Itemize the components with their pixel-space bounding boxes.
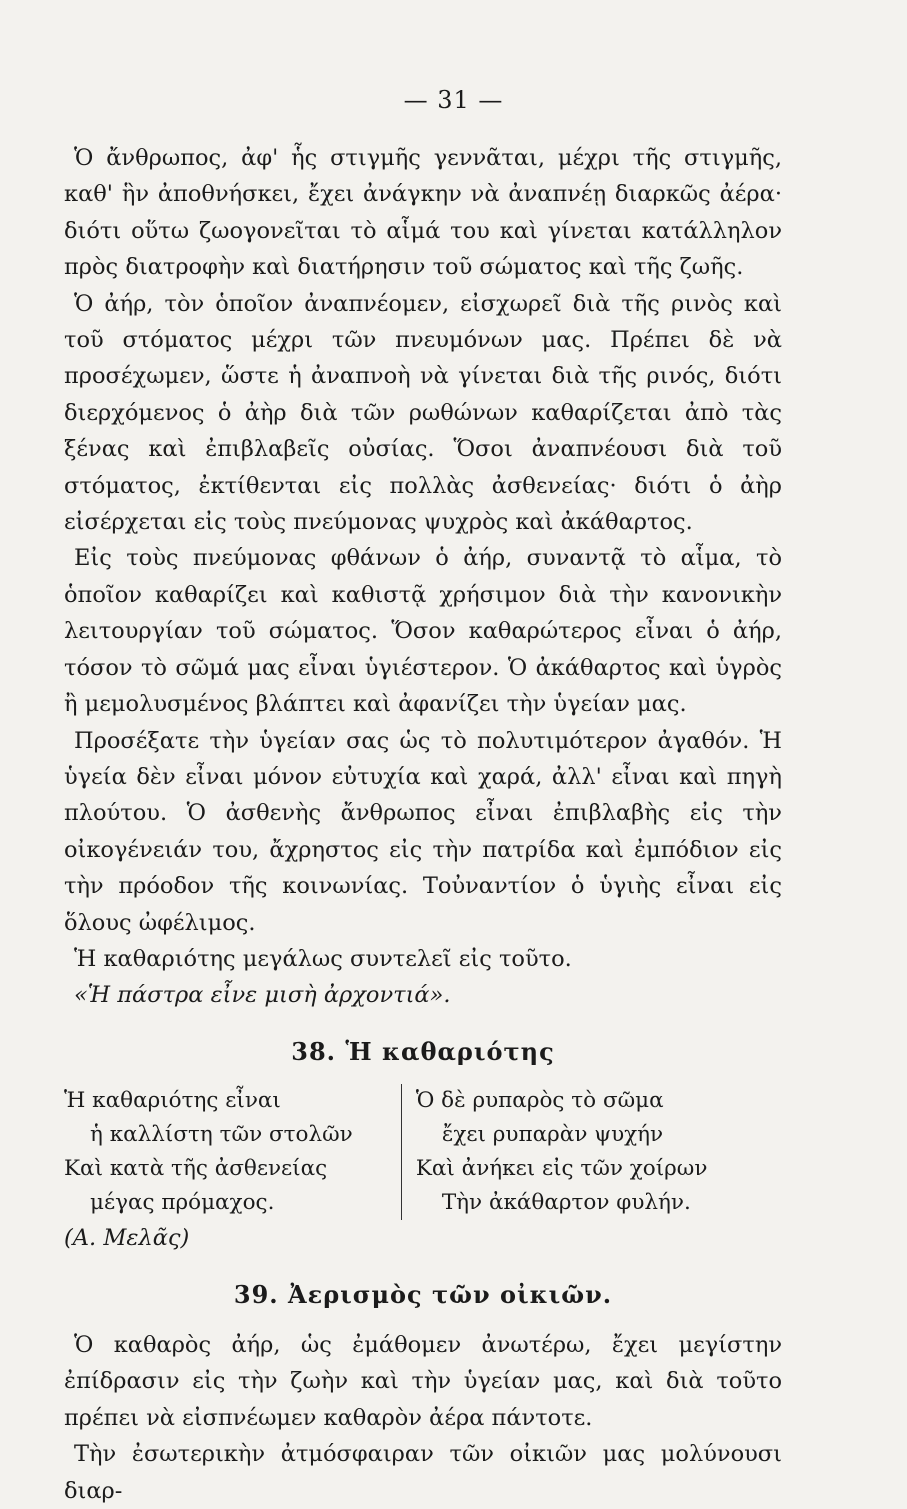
paragraph-4: Προσέξατε τὴν ὑγείαν σας ὡς τὸ πολυτιμότερον ἀγαθόν. Ἡ ὑγεία δὲν εἶναι μόνον εὐτυχία καὶ χαρά, ἀλλ' εἶναι καὶ πηγὴ πλούτου. Ὁ ἀσθενὴς ἄνθρωπος εἶναι ἐπιβλαβὴς εἰς τὴν οἰκογένειάν του, ἄχρηστος εἰς τὴν πατρίδα καὶ ἐμπόδιον εἰς τὴν πρόοδον τῆς κοινωνίας. Τοὐναντίον ὁ ὑγιὴς εἶναι εἰς ὅλους ὠφέλιμος. [64, 727, 782, 936]
poem-left-column [64, 1084, 402, 1220]
poem-line: ἡ καλλίστη τῶν στολῶν [90, 1122, 353, 1148]
paragraph-2: Ὁ ἀήρ, τὸν ὁποῖον ἀναπνέομεν, εἰσχωρεῖ διὰ τῆς ρινὸς καὶ τοῦ στόματος μέχρι τῶν πνευμόνων μας. Πρέπει δὲ νὰ προσέχωμεν, ὥστε ἡ ἀναπνοὴ νὰ γίνεται διὰ τῆς ρινός, διότι διερχόμενος ὁ ἀὴρ διὰ τῶν ρωθώνων καθαρίζεται ἀπὸ τὰς ξένας καὶ ἐπιβλαβεῖς οὐσίας. Ὅσοι ἀναπνέουσι διὰ τοῦ στόματος, ἐκτίθενται εἰς πολλὰς ἀσθενείας· διότι ὁ ἀὴρ εἰσέρχεται εἰς τοὺς πνεύμονας ψυχρὸς καὶ ἀκάθαρτος. [64, 290, 782, 536]
poem-line: Καὶ κατὰ τῆς ἀσθενείας [64, 1156, 328, 1182]
poem-right-column [402, 1084, 782, 1220]
poem-line: Ἡ καθαριότης εἶναι [64, 1088, 281, 1114]
paragraph-39-1: Ὁ καθαρὸς ἀήρ, ὡς ἐμάθομεν ἀνωτέρω, ἔχει μεγίστην ἐπίδρασιν εἰς τὴν ζωὴν καὶ τὴν ὑγείαν μας, καὶ διὰ τοῦτο πρέπει νὰ εἰσπνέωμεν καθαρὸν ἀέρα πάντοτε. [64, 1331, 782, 1431]
poem-line: Τὴν ἀκάθαρτον φυλήν. [441, 1190, 691, 1216]
paragraph-3: Εἰς τοὺς πνεύμονας φθάνων ὁ ἀήρ, συναντᾷ τὸ αἷμα, τὸ ὁποῖον καθαρίζει καὶ καθιστᾷ χρήσιμον διὰ τὴν κανονικὴν λειτουργίαν τοῦ σώματος. Ὅσον καθαρώτερος εἶναι ὁ ἀήρ, τόσον τὸ σῶμά μας εἶναι ὑγιέστερον. Ὁ ἀκάθαρτος καὶ ὑγρὸς ἢ μεμολυσμένος βλάπτει καὶ ἀφανίζει τὴν ὑγείαν μας. [64, 545, 782, 718]
paragraph-1: Ὁ ἄνθρωπος, ἀφ' ἧς στιγμῆς γεννᾶται, μέχρι τῆς στιγμῆς, καθ' ἣν ἀποθνήσκει, ἔχει ἀνάγκην νὰ ἀναπνέῃ διαρκῶς ἀέρα· διότι οὕτω ζωογονεῖται τὸ αἷμά του καὶ γίνεται κατάλληλον πρὸς διατροφὴν καὶ διατήρησιν τοῦ σώματος καὶ τῆς ζωῆς. [64, 145, 782, 281]
poem-line: Καὶ ἀνήκει εἰς τῶν χοίρων [415, 1156, 708, 1182]
poem-attribution: (Α. Μελᾶς) [64, 1225, 190, 1252]
section-39-heading: 39. Ἀερισμὸς τῶν οἰκιῶν. [233, 1279, 613, 1309]
page-body [64, 140, 782, 1509]
proverb-quote: «Ἡ πάστρα εἶνε μισὴ ἀρχοντιά». [74, 982, 451, 1009]
paragraph-5: Ἡ καθαριότης μεγάλως συντελεῖ εἰς τοῦτο. [74, 945, 572, 972]
poem [64, 1084, 782, 1220]
poem-line: Ὁ δὲ ρυπαρὸς τὸ σῶμα [415, 1088, 664, 1114]
poem-line: μέγας πρόμαχος. [90, 1190, 275, 1216]
section-38-heading: 38. Ἡ καθαριότης [291, 1036, 555, 1066]
paragraph-39-2: Τὴν ἐσωτερικὴν ἀτμόσφαιραν τῶν οἰκιῶν μας μολύνουσι διαρ- [64, 1441, 782, 1504]
poem-line: ἔχει ρυπαρὰν ψυχήν [441, 1122, 664, 1148]
page-number: — 31 — [403, 86, 504, 114]
